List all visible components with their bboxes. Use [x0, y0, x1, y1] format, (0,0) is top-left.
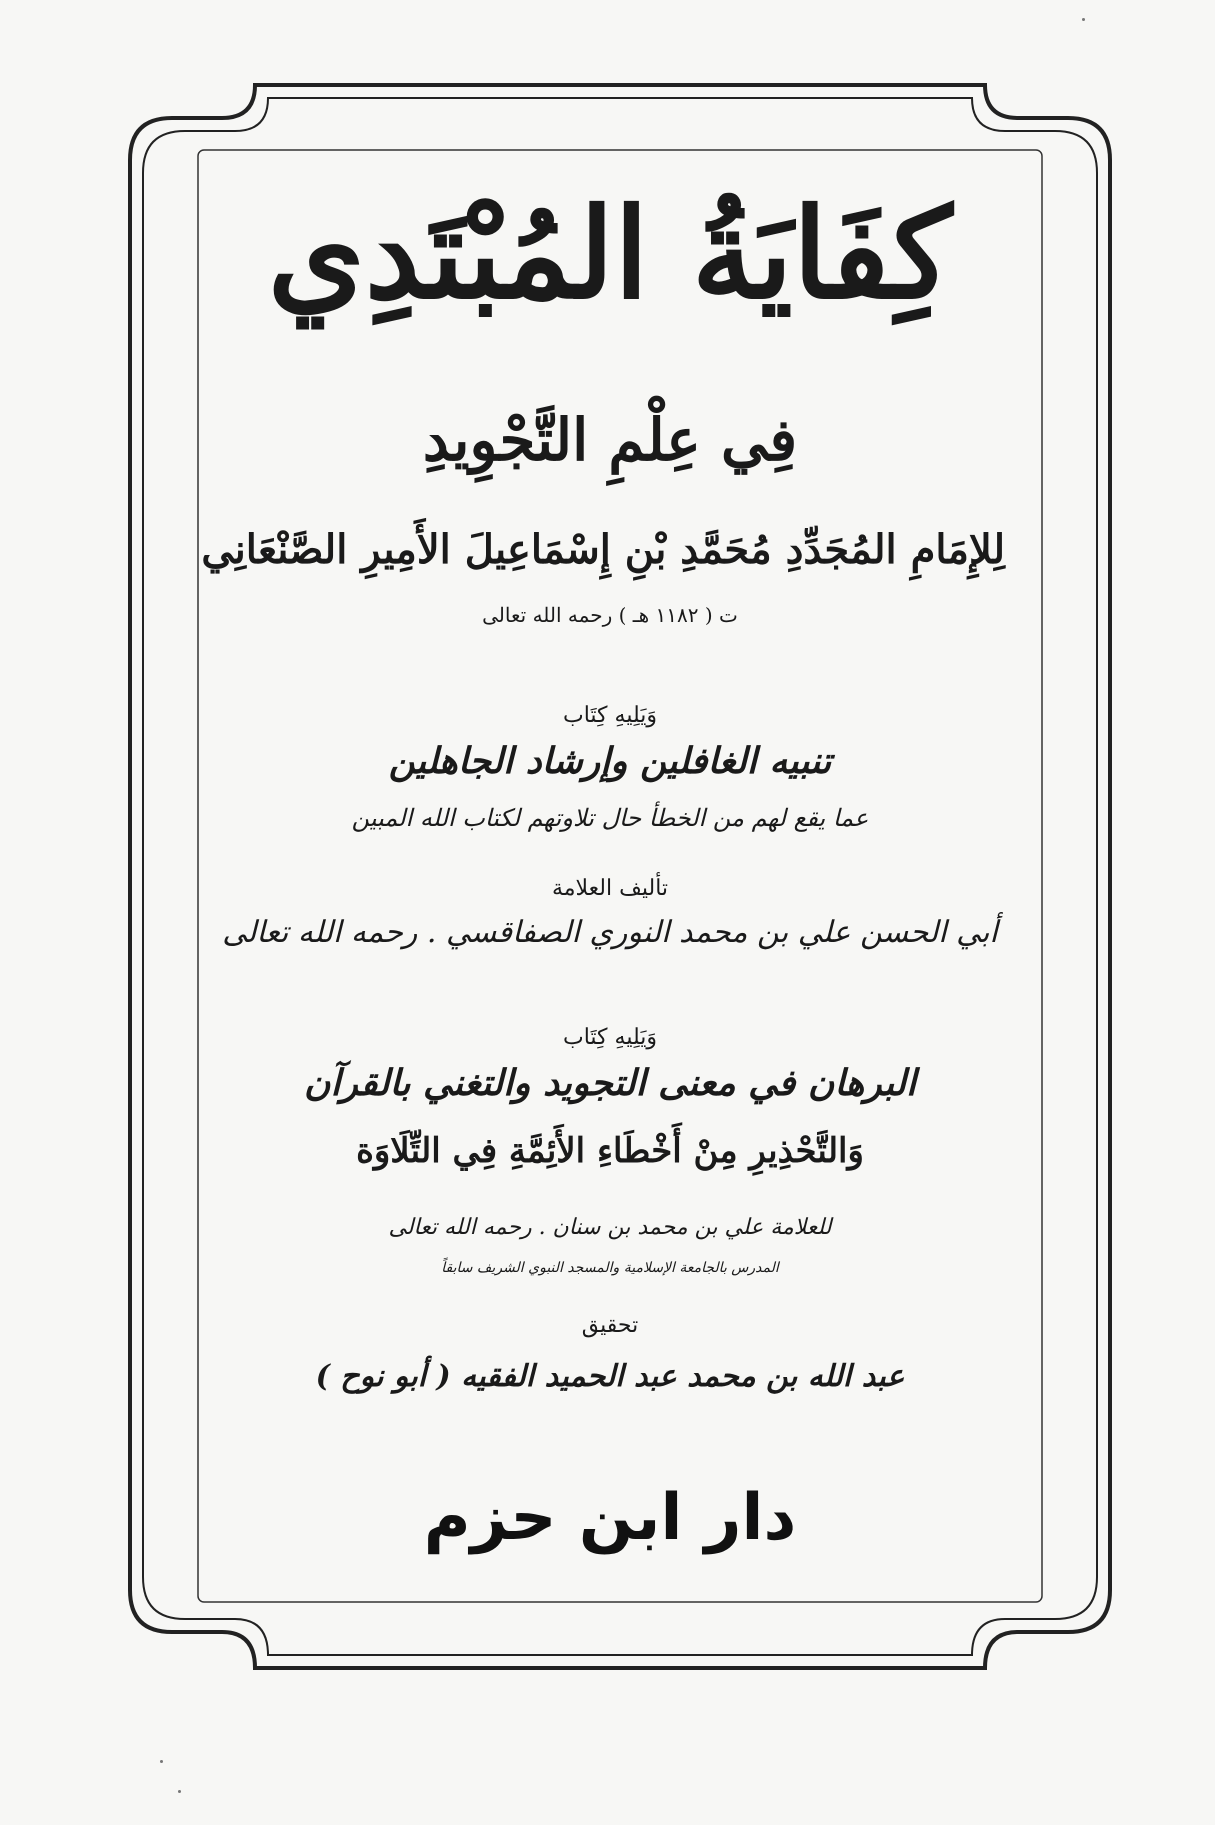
follows-label-2: وَيَلِيهِ كِتَاب: [563, 1025, 657, 1050]
author-death-date: ت ( ١١٨٢ هـ ) رحمه الله تعالى: [482, 603, 738, 627]
second-book-author: أبي الحسن علي بن محمد النوري الصفاقسي . رحمه الله تعالى: [222, 915, 998, 950]
title-page: [201, 160, 1005, 1660]
third-book-subtitle: وَالتَّحْذِيرِ مِنْ أَخْطَاءِ الأَئِمَّةِ فِي التِّلَاوَة: [356, 1131, 864, 1171]
book-subtitle: فِي عِلْمِ التَّجْوِيدِ: [422, 406, 798, 474]
second-book-subtitle: عما يقع لهم من الخطأ حال تلاوتهم لكتاب الله المبين: [351, 804, 869, 832]
follows-label: وَيَلِيهِ كِتَاب: [563, 703, 657, 728]
second-book-title: تنبيه الغافلين وإرشاد الجاهلين: [388, 740, 832, 782]
third-book-title: البرهان في معنى التجويد والتغني بالقرآن: [304, 1062, 916, 1104]
editor-name: عبد الله بن محمد عبد الحميد الفقيه ( أبو نوح ): [315, 1359, 905, 1394]
paper-speck: [160, 1760, 163, 1763]
paper-speck: [1082, 18, 1085, 21]
third-book-author-note: المدرس بالجامعة الإسلامية والمسجد النبوي الشريف سابقاً: [441, 1260, 779, 1276]
publisher-name: دار ابن حزم: [423, 1481, 797, 1555]
paper-speck: [178, 1790, 181, 1793]
composed-by-label: تأليف العلامة: [551, 876, 669, 901]
edited-by-label: تحقيق: [581, 1313, 639, 1338]
book-title: كِفَايَةُ المُبْتَدِي: [267, 182, 953, 327]
third-book-author: للعلامة علي بن محمد بن سنان . رحمه الله تعالى: [388, 1215, 832, 1240]
author-line: لِلإِمَامِ المُجَدِّدِ مُحَمَّدِ بْنِ إِسْمَاعِيلَ الأَمِيرِ الصَّنْعَانِي: [201, 526, 1005, 573]
